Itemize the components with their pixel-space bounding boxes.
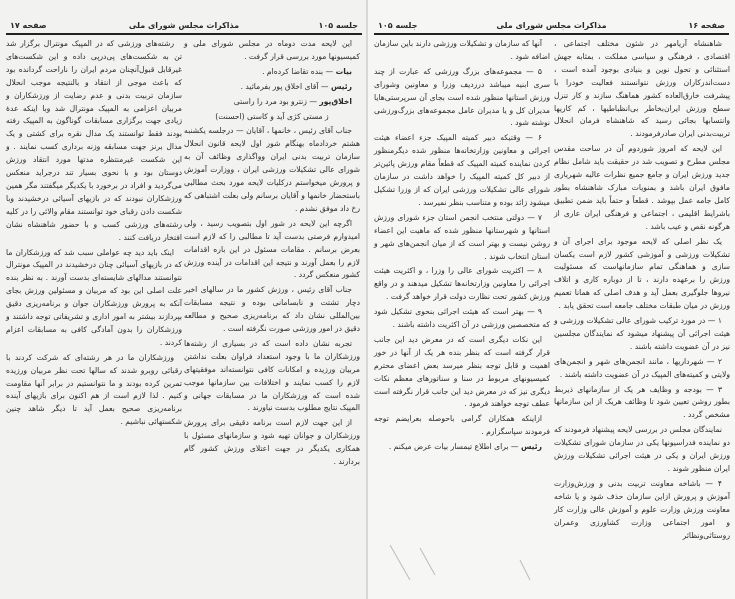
text-column	[554, 38, 730, 540]
paragraph-text: ۶ — وقتیکه دبیر کمیته المپیک جزء اعضاء هیئت اجرائی و معاونین وزارتخانه‌ها منظور شده دیگرمنظور کردن نماینده کمیته المپیک که قطعاً مقام ورزش پائین‌تر از دبیر کل کمیته المپیک را خواهد داشت در سازمان شورای عالی تشکیلات ورزشی ایران که از وزرا تشکیل میشود زائد بوده و متناسب بنظر نمیرسد .	[374, 133, 550, 207]
paragraph-text: ۵ — مجموعه‌های بزرگ ورزشی که عبارت از چند سری ابنیه میباشد درردیف وزرا و معاونین وشورای ورزش استانها منظور شده است بجای آن سرپرستی‌هایا مدیران کل و یا مدیران عامل مجموعه‌های بزرگ‌ورزشی نوشته شود .	[374, 66, 550, 128]
speaker-name: رئیس	[520, 442, 542, 452]
paragraph	[374, 212, 550, 264]
paragraph	[184, 111, 360, 124]
paragraph	[554, 384, 730, 423]
session-number: جلسه ۱۰۵	[378, 21, 418, 30]
paragraph	[554, 236, 730, 313]
paragraph	[554, 38, 730, 141]
paragraph-text: اگرچه این لایحه در شور اول بتصویب رسید ، ولی امیدوارم فرصتی بدست آید تا مطالبی را که لازم است بعرض برسانم . مقامات مسئول در این باره اقدامات لازم را بعمل آورند و نتیجه این اقدامات در آینده ورزش کشور منعکس گردد .	[184, 218, 360, 280]
paragraph	[6, 247, 182, 350]
paragraph	[374, 66, 550, 131]
page-header	[6, 21, 362, 35]
paragraph-text: — بنده تقاضا کرده‌ام .	[262, 66, 336, 76]
scan-marks	[380, 540, 680, 590]
running-title: مذاکرات مجلس شورای ملی	[128, 21, 240, 30]
paragraph-text: ز مستی کژی آید و کاستی (احسنت)	[215, 111, 329, 121]
paragraph	[554, 356, 730, 382]
speaker-name: بیات	[335, 66, 352, 76]
paragraph-text: تجربه نشان داده است که در بسیاری از رشته‌ها ورزشکاران ما با وجود استعداد فراوان بعلت نداشتن مربیان ورزیده و امکانات کافی نتوانسته‌اند موفقیتهای لازم را کسب نمایند و اختلافات بین سازمانها موجب شده است که ورزشکاران ما در مسابقات جهانی و المپیک نتایج مطلوب بدست نیاورند .	[184, 338, 360, 413]
paragraph	[554, 143, 730, 233]
paragraph-text: جناب آقای رئیس ، ورزش کشور ما در سالهای اخیر دچار تشتت و نابسامانی بوده و نتیجه مسابقات بین‌المللی نشان داد که برنامه‌ریزی صحیح و مطالعه دقیق در امور ورزشی صورت نگرفته است .	[184, 285, 360, 334]
paragraph	[6, 352, 182, 429]
paragraph-text: — زنترو بود مرد را راستی	[233, 96, 320, 106]
paragraph-text: ۳ — بودجه و وظایف هر یک از سازمانهای ذیربط بطور روشن تعیین شود تا وظائف هریک از این سازمانها مشخص گردد .	[554, 384, 730, 420]
paragraph-text: شاهنشاه آریامهر در شئون مختلف اجتماعی ، اقتصادی ، فرهنگی و سیاسی مملکت ، بمثابه جهش استثنائی و تحول نوین و بنیادی بوجود آمده است ، دست‌اندرکاران ورزش نتوانستند فعالیت خودرا با پیشرفت خارق‌العاده کشور هماهنگ سازند و کار تنزل سطح ورزش ایران‌بخاطر بی‌انظباطیها ، کم کاریها وانتسابها بجائی رسید که شاهنشاه فرمان انحلال تربیت‌بدنی ایران صادرفرمودند .	[554, 39, 730, 139]
paragraph	[184, 66, 360, 79]
paragraph-text: نمایندگان مجلس در بررسی لایحه پیشنهاد فرمودند که دو نماینده فدراسیونها یکی در سازمان شورای تشکیلات ورزش ایران و یکی در هیئت اجرائی تشکیلات ورزش ایران منظور شوند .	[554, 425, 730, 473]
paragraph-text: ۱ — در مورد ترکیب شورای عالی تشکیلات ورزشی و هیئت اجرائی آن پیشنهاد میشود که نمایندگان مجلسین نیز در آن عضویت داشته باشند .	[554, 316, 730, 351]
paragraph-text: رشته‌های ورزشی که در المپیک مونترال برگزار شد تن به شکست‌های پی‌درپی داده و این شکست‌های غیرقابل قبول‌آنچنان مردم ایران را ناراحت گردانده بود که باعث موجی از انتقاد و بالنتیجه موجب انحلال سازمان تربیت بدنی و عدم رضایت از ورزشکاران و مربیان اعزامی به المپیک مونترال شد وبا اینکه عدهٔ زیادی جهت برگزاری مسابقات گوناگون به المپیک رفته بودند فقط توانستند یک مدال نقره برای کشتی و یک مدال برنز جهت مسابقه وزنه برداری کسب نمایند . و این شکست غیرمنتظره مدتها مورد انتقاد ورزش دوستان بود و با نحوی بسیار تند درجراید منعکس می‌گردید و افراد در برخورد با یکدیگر میگفتند مگر همین ورزشکاران نبودند که در بازیهای آسیائی درخشیدند وبا شکست دادن رقبای خود توانستند مقام والائی را در کلیه رشته‌های ورزشی کسب و با حضور شاهنشاه نشان افتخار دریافت کنند .	[6, 39, 182, 242]
paragraph	[374, 132, 550, 209]
page-number: صفحه ۱۶	[688, 21, 725, 30]
text-column	[374, 38, 550, 530]
paragraph	[184, 125, 360, 215]
paragraph	[554, 424, 730, 476]
paragraph	[554, 315, 730, 354]
paragraph	[184, 38, 360, 64]
paragraph	[374, 265, 550, 304]
paragraph-text: ۹ — بهتر است که هیئت اجرائی بنحوی تشکیل شود که متخصصین ورزشی در آن اکثریت داشته باشند .	[374, 307, 550, 330]
paragraph	[184, 417, 360, 469]
paragraph	[184, 81, 360, 94]
paragraph-text: این نکات دیگری است که در معرض دید این جانب قرار گرفته است که بنظر بنده هر یک از آنها در خور اهمیت و قابل توجه بنظر میرسد بعض اعضای محترم کمیسیونهای مربوط در سنا و سناتورهای معظم نکات دیگری نیز که در معرض دید این جانب قرار نگرفته است عطف توجه خواهند فرمود .	[374, 334, 550, 409]
text-column	[6, 38, 182, 558]
right-page	[368, 0, 735, 599]
paragraph-text: از این جهت لازم است برنامه دقیقی برای پرورش ورزشکاران و جوانان تهیه شود و سازمانهای مسئول با همکاری یکدیگر در جهت اعتلای ورزش کشور گام بردارند .	[184, 418, 360, 467]
paragraph-text: یک نظر اصلی که لایحه موجود برای اجرای آن و تشکیلات ورزشی و آموزشی کشور لازم است یکسان سازی و هماهنگی تمام سازمانهاست که مسئولیت ورزش را برعهده دارند ، تا از دوباره کاری و اتلاف نیروها جلوگیری بعمل آید و هدف اصلی که همانا تعمیم ورزش در میان طبقات مختلف جامعه است تحقق یابد .	[554, 236, 730, 311]
page-header	[374, 21, 729, 35]
paragraph-text: — برای اطلاع تیمسار بیات عرض میکنم .	[388, 442, 521, 452]
paragraph	[6, 38, 182, 245]
paragraph	[184, 96, 360, 109]
session-number: جلسه ۱۰۵	[318, 21, 358, 30]
paragraph	[374, 334, 550, 411]
paragraph	[184, 284, 360, 336]
paragraph-text: ۲ — شهرداریها ، مانند انجمن‌های شهر و انجمن‌های ولایتی و کمیته‌های المپیک در آن عضویت داشته باشند .	[554, 356, 730, 379]
paragraph-text: — آقای اخلاق پور بفرمائید .	[240, 81, 331, 91]
page-number: صفحه ۱۷	[10, 21, 47, 30]
paragraph	[374, 306, 550, 332]
paragraph	[184, 338, 360, 415]
paragraph	[184, 218, 360, 283]
paragraph-text: ۷ — دولتی منتخب انجمن استان جزء شورای ورزش استانها و شهرستانها منظور شده که ماهیت این اعضاء روشن نیست و بهتر است که از میان انجمن‌های شهر و استان انتخاب شوند .	[374, 212, 550, 261]
text-column	[184, 38, 360, 558]
paragraph	[554, 478, 730, 543]
paragraph	[374, 441, 550, 454]
paragraph-text: اینک باید دید چه عواملی سبب شد که ورزشکاران ما که در بازیهای آسیائی چنان درخشیدند در المپیک مونترال نتوانستند مدالهای شایسته‌ای بدست آورند . به نظر بنده علت اصلی این بود که مربیان و مسئولین ورزش بجای آنکه به پرورش ورزشکاران جوان و برنامه‌ریزی دقیق بپردازند بیشتر به امور اداری و تشریفاتی توجه داشتند و ورزشکاران را بدون آمادگی کافی به مسابقات اعزام کردند .	[6, 247, 182, 347]
speaker-name: اخلاق‌پور	[319, 96, 352, 106]
paragraph-text: ۴ — باشاخه معاونت تربیت بدنی و ورزش‌وزارت آموزش و پرورش ازاین سازمان حذف شود و یا شاخه معاونت ورزش وزارت علوم و آموزش عالی وزارت کار و امور اجتماعی وزارت کشاورزی وعمران روستائی‌ونظائر	[554, 478, 730, 540]
speaker-name: رئیس	[330, 81, 352, 91]
paragraph	[374, 38, 550, 64]
paragraph-text: آنها که سازمان و تشکیلات ورزشی دارند باین سازمان اضافه شود .	[374, 39, 550, 61]
paragraph-text: ۸ — اکثریت شورای عالی را وزرا ، و اکثریت هیئت اجرائی را معاونین وزارتخانه‌ها تشکیل میدهند و در واقع ورزش کشور تحت نظارت دولت قرار خواهد گرفت .	[374, 266, 550, 302]
paragraph-text: این لایحه که امروز شوردوم آن در ساحت مقدس مجلس مطرح و تصویب شد در حقیقت باید شامل نظام جدید ورزش ایران و جامع جمیع نظرات عالیه شهریاری مافوق ایران باشد و بمنویات مبارک شاهنشاه بطور کامل جامه عمل بپوشد . قطعاً و حتماً باید ضمن تطبیق باشرایط اقلیمی ، اجتماعی و فرهنگی ایران عاری از هرگونه نقص و عیب باشد .	[554, 144, 730, 231]
paragraph	[374, 413, 550, 439]
paragraph-text: ورزشکاران ما در هر رشته‌ای که شرکت کردند با رقبائی روبرو شدند که سالها تحت نظر مربیان ورزیده تمرین کرده بودند و ما نتوانستیم در برابر آنها مقاومت کنیم . لذا لازم است از هم اکنون برای بازیهای آینده برنامه‌ریزی صحیح بعمل آید تا دیگر شاهد چنین شکستهائی نباشیم .	[6, 352, 182, 427]
paragraph-text: این لایحه مدت دوماه در مجلس شورای ملی و کمیسیونها مورد بررسی قرار گرفت .	[184, 39, 360, 61]
running-title: مذاکرات مجلس شورای ملی	[496, 21, 607, 30]
paragraph-text: جناب آقای رئیس ، خانمها ، آقایان — درجلسه یکشنبه هشتم خردادماه بهنگام شور اول لایحه قانون انحلال سازمان تربیت بدنی ایران وواگذاری وظائف آن به شورای عالی تشکیلات ورزشی ایران ، ووزارت آموزش و پرورش میخواستم درکلیات لایحه مورد بحث مطالبی باستحضار خانمها و آقایان برسانم ولی بعلت اشتباهی که رخ داد موفق نشدم .	[184, 126, 360, 213]
paragraph-text: ازاینکه همکاران گرامی باحوصله بعرایضم توجه فرمودند سپاسگزارم .	[374, 414, 550, 437]
